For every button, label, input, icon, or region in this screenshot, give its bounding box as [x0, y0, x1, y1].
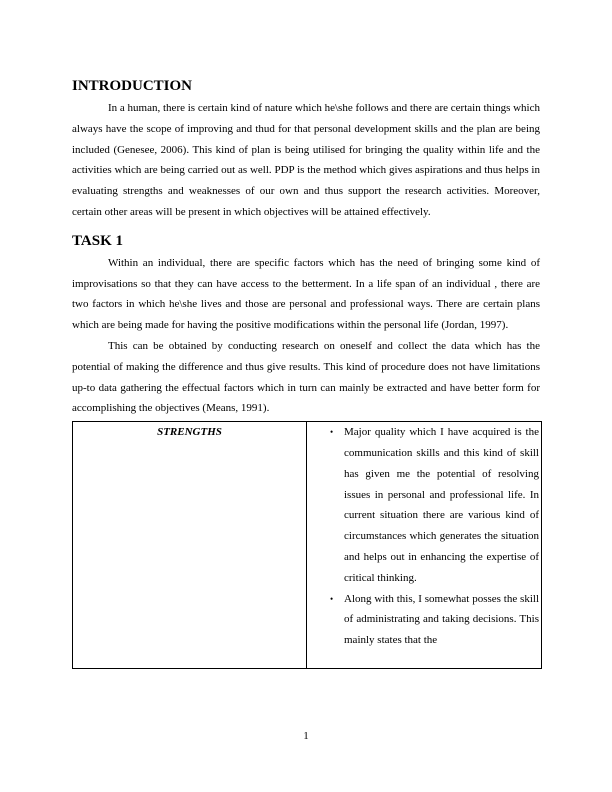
- bullet-icon: •: [330, 427, 334, 438]
- strengths-list: [307, 422, 541, 651]
- strengths-content-cell: [307, 422, 542, 669]
- bullet-icon: •: [330, 593, 334, 604]
- task1-heading: TASK 1: [72, 232, 123, 249]
- task1-paragraph-1: Within an individual, there are specific factors which has the need of bringing some kind of improvisations so that they can have access to the betterment. In a life span of an individual , there are two factors in which he\she lives and those are personal and professional ways. There are certain plans which are being made for having the positive modifications within the personal life (Jordan, 1997).: [72, 256, 540, 332]
- swot-table: [72, 421, 542, 669]
- list-item-text: Along with this, I somewhat posses the skill of administrating and taking decisions. This mainly states that the: [344, 592, 539, 647]
- introduction-heading: INTRODUCTION: [72, 78, 193, 94]
- introduction-paragraph: In a human, there is certain kind of nature which he\she follows and there are certain things which always have the scope of improving and thud for that personal development skills and the plan are being included (Genesee, 2006). This kind of plan is being utilised for bringing the quality within life and the activities which are being carried out as well. PDP is the method which gives aspirations and thus helps in evaluating strengths and weaknesses of our own and thus support the research activities. Moreover, certain other areas will be present in which objectives will be attained effectively.: [72, 102, 540, 218]
- strengths-label-cell: [73, 422, 307, 669]
- strengths-label: STRENGTHS: [157, 426, 222, 439]
- table-row: [73, 422, 542, 669]
- list-item-text: Major quality which I have acquired is the communication skills and this kind of skill has given me the potential of resolving issues in personal and professional life. In current situation there are various kind of circumstances which generates the situation and helps out in enhancing the expertise of critical thinking.: [344, 426, 539, 584]
- list-item: [330, 422, 539, 588]
- page-number: 1: [303, 730, 309, 742]
- list-item: [330, 589, 539, 651]
- document-page: [72, 76, 540, 669]
- task1-paragraph-2: This can be obtained by conducting research on oneself and collect the data which has the potential of making the difference and thus give results. This kind of procedure does not have limitations up-to data gathering the effectual factors which in turn can mainly be extracted and have better form for accomplishing the objectives (Means, 1991).: [72, 339, 540, 415]
